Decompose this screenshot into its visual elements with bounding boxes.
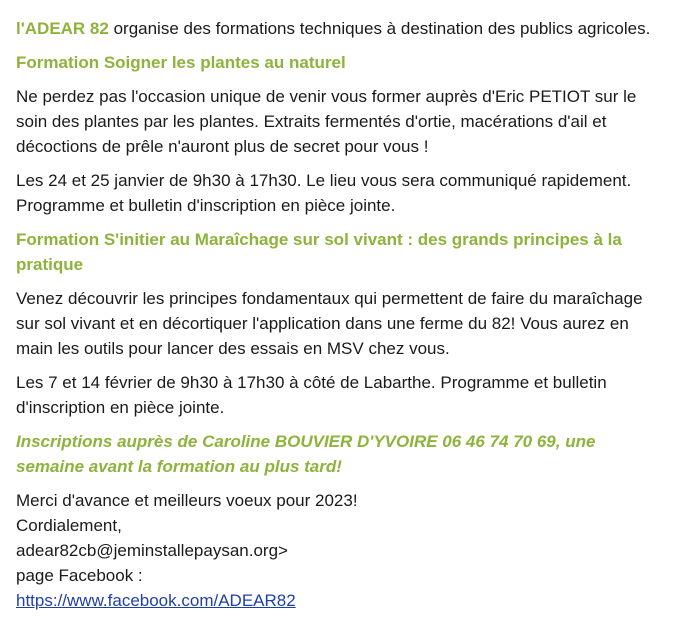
contact-email: adear82cb@jeminstallepaysan.org>: [16, 541, 288, 560]
formation1-description: Ne perdez pas l'occasion unique de venir vous former auprès d'Eric PETIOT sur le soin des plantes par les plantes. Extraits fermentés d'ortie, macérations d'ail et décoctions de prêle n'auront plus de secret pour vous !: [16, 87, 637, 156]
formation2-dates: Les 7 et 14 février de 9h30 à 17h30 à côté de Labarthe. Programme et bulletin d'inscription en pièce jointe.: [16, 373, 607, 417]
closing-thanks: Merci d'avance et meilleurs voeux pour 2023!: [16, 491, 358, 510]
registration-note: Inscriptions auprès de Caroline BOUVIER D'YVOIRE 06 46 74 70 69, une semaine avant la formation au plus tard!: [16, 432, 596, 476]
facebook-label: page Facebook :: [16, 566, 143, 585]
closing-regards: Cordialement,: [16, 516, 122, 535]
intro-paragraph: [16, 16, 659, 41]
formation1-title: Formation Soigner les plantes au naturel: [16, 53, 346, 72]
closing-block: [16, 488, 659, 613]
facebook-link[interactable]: https://www.facebook.com/ADEAR82: [16, 591, 296, 610]
intro-text: organise des formations techniques à destination des publics agricoles.: [108, 19, 651, 38]
facebook-line: [16, 563, 659, 613]
formation1-dates: Les 24 et 25 janvier de 9h30 à 17h30. Le lieu vous sera communiqué rapidement. Programme et bulletin d'inscription en pièce jointe.: [16, 171, 632, 215]
org-name: l'ADEAR 82: [16, 19, 109, 38]
formation2-description: Venez découvrir les principes fondamentaux qui permettent de faire du maraîchage sur sol vivant et en décortiquer l'application dans une ferme du 82! Vous aurez en main les outils pour lancer des essais en MSV chez vous.: [16, 289, 643, 358]
formation2-title: Formation S'initier au Maraîchage sur sol vivant : des grands principes à la pratique: [16, 230, 622, 274]
